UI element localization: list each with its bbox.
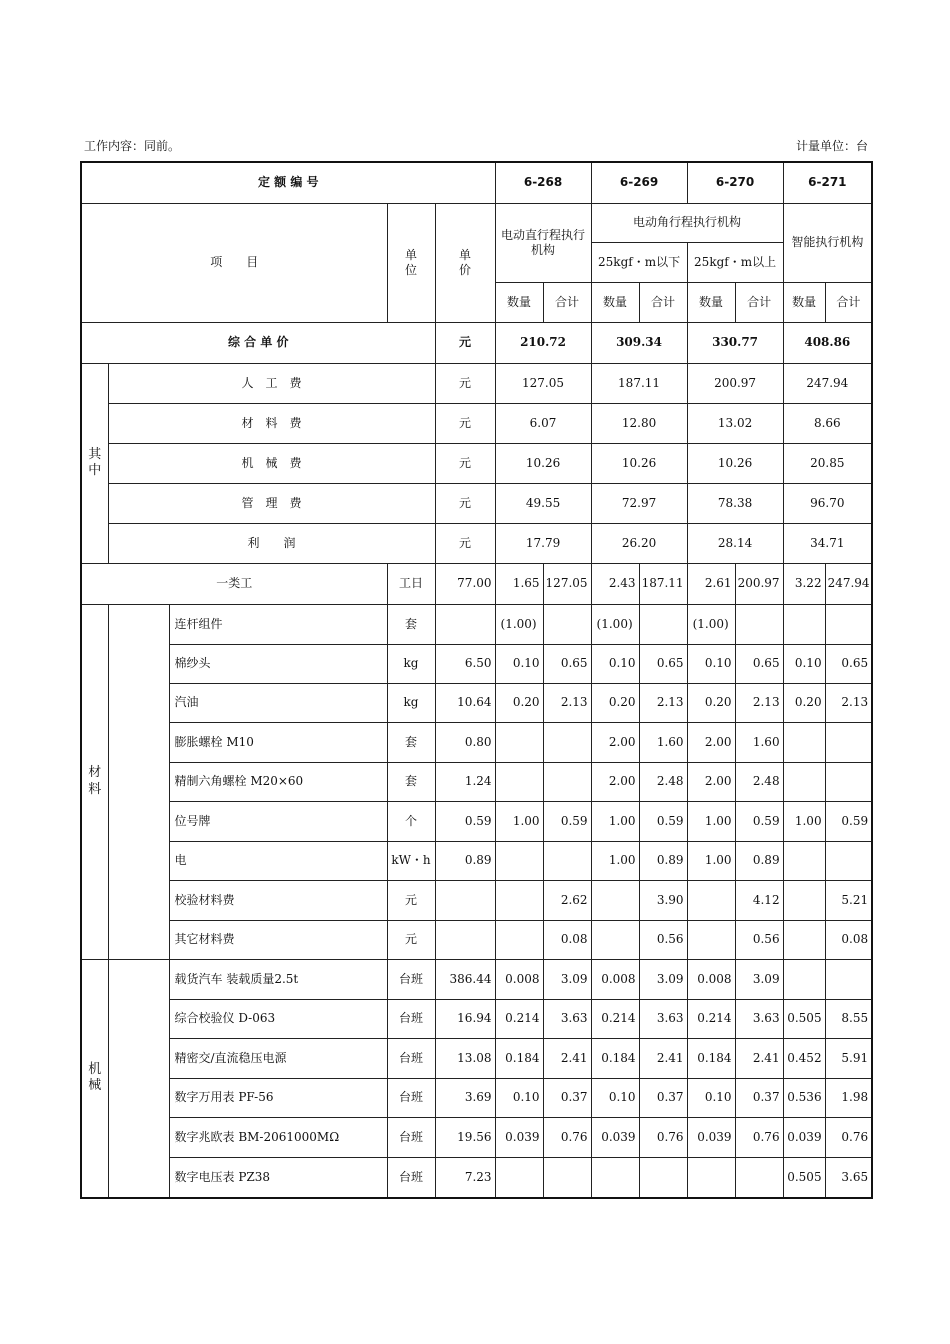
materials-qty: [495, 880, 543, 920]
materials-qty: (1.00): [687, 604, 735, 644]
machinery-qty: 0.536: [783, 1078, 825, 1117]
group-angular-stroke: 电动角行程执行机构: [591, 203, 783, 242]
machinery-total: 0.37: [543, 1078, 591, 1117]
cost-value: 78.38: [687, 483, 783, 523]
materials-price: [435, 604, 495, 644]
cost-value: 8.66: [783, 403, 872, 443]
cost-value: 96.70: [783, 483, 872, 523]
code-6-271: 6-271: [783, 162, 872, 203]
materials-qty: [783, 762, 825, 801]
machinery-qty: [591, 1157, 639, 1198]
materials-row: [81, 880, 872, 920]
cost-label: 管 理 费: [108, 483, 435, 523]
materials-qty: 1.00: [783, 801, 825, 841]
machinery-total: [639, 1157, 687, 1198]
machinery-qty: 0.008: [495, 959, 543, 999]
materials-qty: 0.20: [591, 683, 639, 722]
materials-qty: 2.00: [687, 762, 735, 801]
machinery-qty: 0.214: [495, 999, 543, 1038]
cost-value: 10.26: [591, 443, 687, 483]
materials-qty: 0.10: [687, 644, 735, 683]
machinery-total: 3.09: [543, 959, 591, 999]
materials-qty: 1.00: [591, 841, 639, 880]
machinery-total: 0.37: [735, 1078, 783, 1117]
machinery-unit: 台班: [387, 959, 435, 999]
composite-value: 330.77: [687, 322, 783, 363]
cost-value: 26.20: [591, 523, 687, 563]
machinery-qty: 0.039: [783, 1117, 825, 1157]
machinery-total: 3.63: [639, 999, 687, 1038]
cost-value: 13.02: [687, 403, 783, 443]
materials-price: 1.24: [435, 762, 495, 801]
materials-unit: kg: [387, 683, 435, 722]
materials-qty: [495, 920, 543, 959]
materials-qty: 1.00: [591, 801, 639, 841]
machinery-qty: 0.214: [687, 999, 735, 1038]
materials-qty: 1.00: [495, 801, 543, 841]
materials-qty: 2.00: [591, 762, 639, 801]
machinery-category-label: 机械: [81, 959, 108, 1198]
labor-row: [81, 563, 872, 604]
materials-total: 0.89: [735, 841, 783, 880]
materials-total: 2.62: [543, 880, 591, 920]
total-header: 合计: [825, 282, 872, 322]
materials-total: 0.65: [543, 644, 591, 683]
machinery-total: 3.09: [735, 959, 783, 999]
machinery-total: 2.41: [639, 1038, 687, 1078]
cost-breakdown-row: [81, 523, 872, 563]
machinery-total: 0.76: [735, 1117, 783, 1157]
cost-value: 17.79: [495, 523, 591, 563]
machinery-unit: 台班: [387, 1078, 435, 1117]
materials-qty: 2.00: [591, 722, 639, 762]
cost-label: 利 润: [108, 523, 435, 563]
machinery-qty: 0.008: [591, 959, 639, 999]
machinery-name: 数字万用表 PF-56: [169, 1078, 387, 1117]
machinery-unit: 台班: [387, 1117, 435, 1157]
group-direct-stroke: 电动直行程执行机构: [495, 203, 591, 282]
materials-name: 膨胀螺栓 M10: [169, 722, 387, 762]
cost-breakdown-row: [81, 363, 872, 403]
materials-name: 其它材料费: [169, 920, 387, 959]
cost-value: 10.26: [495, 443, 591, 483]
materials-qty: 0.20: [783, 683, 825, 722]
machinery-qty: 0.039: [687, 1117, 735, 1157]
materials-total: 0.65: [639, 644, 687, 683]
materials-price: 0.89: [435, 841, 495, 880]
labor-unit: 工日: [387, 563, 435, 604]
machinery-row: [81, 1078, 872, 1117]
cost-value: 34.71: [783, 523, 872, 563]
machinery-total: 1.98: [825, 1078, 872, 1117]
cost-value: 187.11: [591, 363, 687, 403]
materials-row: [81, 644, 872, 683]
machinery-name: 载货汽车 装载质量2.5t: [169, 959, 387, 999]
materials-total: [825, 841, 872, 880]
materials-unit: kW・h: [387, 841, 435, 880]
cost-unit: 元: [435, 523, 495, 563]
machinery-total: 2.41: [543, 1038, 591, 1078]
labor-total: 247.94: [825, 563, 872, 604]
cost-unit: 元: [435, 443, 495, 483]
machinery-price: 16.94: [435, 999, 495, 1038]
materials-qty: [495, 762, 543, 801]
labor-price: 77.00: [435, 563, 495, 604]
machinery-total: 0.76: [639, 1117, 687, 1157]
item-label: 项 目: [81, 203, 387, 322]
cost-breakdown-row: [81, 483, 872, 523]
materials-total: 0.56: [639, 920, 687, 959]
machinery-row: [81, 1157, 872, 1198]
materials-total: 2.13: [825, 683, 872, 722]
machinery-qty: 0.452: [783, 1038, 825, 1078]
materials-total: 0.65: [825, 644, 872, 683]
materials-total: 3.90: [639, 880, 687, 920]
materials-qty: 0.20: [495, 683, 543, 722]
materials-qty: [783, 920, 825, 959]
materials-qty: 0.10: [783, 644, 825, 683]
materials-qty: [783, 841, 825, 880]
measurement-unit-note: 计量单位：台: [795, 139, 868, 153]
cost-value: 28.14: [687, 523, 783, 563]
angular-sub-below: 25kgf・m以下: [591, 242, 687, 282]
machinery-name: 数字电压表 PZ38: [169, 1157, 387, 1198]
cost-breakdown-row: [81, 403, 872, 443]
materials-total: 2.13: [735, 683, 783, 722]
materials-qty: 1.00: [687, 801, 735, 841]
cost-label: 材 料 费: [108, 403, 435, 443]
cost-value: 10.26: [687, 443, 783, 483]
qty-header: 数量: [591, 282, 639, 322]
machinery-qty: 0.039: [495, 1117, 543, 1157]
materials-row: [81, 762, 872, 801]
materials-total: [543, 841, 591, 880]
materials-row: [81, 683, 872, 722]
labor-qty: 3.22: [783, 563, 825, 604]
materials-total: 0.59: [735, 801, 783, 841]
labor-qty: 2.61: [687, 563, 735, 604]
composite-unit: 元: [435, 322, 495, 363]
materials-total: 5.21: [825, 880, 872, 920]
labor-total: 187.11: [639, 563, 687, 604]
materials-qty: [495, 722, 543, 762]
materials-total: 0.89: [639, 841, 687, 880]
machinery-name: 数字兆欧表 BM-2061000MΩ: [169, 1117, 387, 1157]
cost-value: 6.07: [495, 403, 591, 443]
materials-row: [81, 801, 872, 841]
materials-total: 0.59: [639, 801, 687, 841]
materials-qty: 0.10: [495, 644, 543, 683]
machinery-row: [81, 1117, 872, 1157]
materials-total: 4.12: [735, 880, 783, 920]
machinery-total: [735, 1157, 783, 1198]
machinery-price: 7.23: [435, 1157, 495, 1198]
materials-category-label: 材料: [81, 604, 108, 959]
materials-qty: 0.20: [687, 683, 735, 722]
materials-qty: [783, 722, 825, 762]
materials-price: 0.80: [435, 722, 495, 762]
materials-unit: 套: [387, 604, 435, 644]
composite-value: 309.34: [591, 322, 687, 363]
qty-header: 数量: [687, 282, 735, 322]
among-label: 其中: [81, 363, 108, 563]
materials-total: 0.08: [825, 920, 872, 959]
materials-price: 6.50: [435, 644, 495, 683]
materials-total: 0.08: [543, 920, 591, 959]
unit-label: 单位: [387, 203, 435, 322]
labor-total: 200.97: [735, 563, 783, 604]
cost-value: 127.05: [495, 363, 591, 403]
materials-spacer-cell: [108, 604, 169, 959]
machinery-total: 5.91: [825, 1038, 872, 1078]
work-content-note: 工作内容：同前。: [84, 139, 181, 153]
materials-name: 汽油: [169, 683, 387, 722]
machinery-total: 0.76: [825, 1117, 872, 1157]
machinery-total: [543, 1157, 591, 1198]
materials-total: [543, 762, 591, 801]
composite-row: [81, 322, 872, 363]
cost-value: 49.55: [495, 483, 591, 523]
materials-unit: 套: [387, 762, 435, 801]
materials-unit: 个: [387, 801, 435, 841]
cost-unit: 元: [435, 483, 495, 523]
cost-value: 12.80: [591, 403, 687, 443]
code-row: [81, 162, 872, 203]
machinery-qty: 0.10: [687, 1078, 735, 1117]
materials-price: [435, 920, 495, 959]
group-smart: 智能执行机构: [783, 203, 872, 282]
machinery-row: [81, 1038, 872, 1078]
machinery-total: 3.63: [543, 999, 591, 1038]
machinery-price: 386.44: [435, 959, 495, 999]
machinery-qty: 0.184: [591, 1038, 639, 1078]
machinery-qty: [783, 959, 825, 999]
materials-total: 0.65: [735, 644, 783, 683]
materials-total: 2.13: [639, 683, 687, 722]
materials-total: 2.13: [543, 683, 591, 722]
machinery-qty: 0.505: [783, 1157, 825, 1198]
materials-qty: [591, 880, 639, 920]
price-label: 单价: [435, 203, 495, 322]
materials-qty: [495, 841, 543, 880]
machinery-total: 0.37: [639, 1078, 687, 1117]
machinery-total: 0.76: [543, 1117, 591, 1157]
materials-qty: [783, 604, 825, 644]
header-row-1: [81, 203, 872, 242]
cost-unit: 元: [435, 363, 495, 403]
materials-total: 2.48: [639, 762, 687, 801]
machinery-total: 3.63: [735, 999, 783, 1038]
cost-value: 72.97: [591, 483, 687, 523]
composite-value: 210.72: [495, 322, 591, 363]
composite-value: 408.86: [783, 322, 872, 363]
total-header: 合计: [543, 282, 591, 322]
materials-total: 0.59: [825, 801, 872, 841]
machinery-total: 8.55: [825, 999, 872, 1038]
machinery-row: [81, 959, 872, 999]
cost-value: 247.94: [783, 363, 872, 403]
materials-total: [825, 762, 872, 801]
machinery-qty: 0.008: [687, 959, 735, 999]
machinery-total: 3.09: [639, 959, 687, 999]
materials-qty: [783, 880, 825, 920]
materials-name: 连杆组件: [169, 604, 387, 644]
machinery-total: 3.65: [825, 1157, 872, 1198]
materials-unit: kg: [387, 644, 435, 683]
materials-name: 校验材料费: [169, 880, 387, 920]
machinery-unit: 台班: [387, 999, 435, 1038]
materials-total: 1.60: [735, 722, 783, 762]
cost-value: 20.85: [783, 443, 872, 483]
materials-name: 精制六角螺栓 M20×60: [169, 762, 387, 801]
machinery-qty: 0.184: [495, 1038, 543, 1078]
cost-unit: 元: [435, 403, 495, 443]
machinery-qty: 0.10: [591, 1078, 639, 1117]
code-6-268: 6-268: [495, 162, 591, 203]
materials-unit: 元: [387, 880, 435, 920]
qty-header: 数量: [495, 282, 543, 322]
machinery-price: 19.56: [435, 1117, 495, 1157]
materials-total: [825, 722, 872, 762]
machinery-spacer-cell: [108, 959, 169, 1198]
machinery-total: 2.41: [735, 1038, 783, 1078]
materials-total: 0.59: [543, 801, 591, 841]
composite-label: 综 合 单 价: [81, 322, 435, 363]
machinery-qty: [687, 1157, 735, 1198]
machinery-price: 13.08: [435, 1038, 495, 1078]
materials-price: 10.64: [435, 683, 495, 722]
materials-row: [81, 604, 872, 644]
total-header: 合计: [639, 282, 687, 322]
machinery-qty: 0.505: [783, 999, 825, 1038]
code-6-269: 6-269: [591, 162, 687, 203]
qty-header: 数量: [783, 282, 825, 322]
materials-qty: (1.00): [495, 604, 543, 644]
materials-qty: 0.10: [591, 644, 639, 683]
materials-total: 2.48: [735, 762, 783, 801]
materials-row: [81, 722, 872, 762]
machinery-name: 综合校验仪 D-063: [169, 999, 387, 1038]
materials-qty: 2.00: [687, 722, 735, 762]
cost-value: 200.97: [687, 363, 783, 403]
machinery-unit: 台班: [387, 1038, 435, 1078]
machinery-qty: 0.184: [687, 1038, 735, 1078]
materials-name: 位号牌: [169, 801, 387, 841]
quota-table: [80, 161, 873, 1199]
labor-qty: 1.65: [495, 563, 543, 604]
materials-row: [81, 920, 872, 959]
cost-label: 机 械 费: [108, 443, 435, 483]
labor-label: 一类工: [81, 563, 387, 604]
code-6-270: 6-270: [687, 162, 783, 203]
materials-total: [825, 604, 872, 644]
materials-row: [81, 841, 872, 880]
materials-unit: 元: [387, 920, 435, 959]
materials-unit: 套: [387, 722, 435, 762]
angular-sub-above: 25kgf・m以上: [687, 242, 783, 282]
cost-label: 人 工 费: [108, 363, 435, 403]
machinery-qty: [495, 1157, 543, 1198]
materials-total: [735, 604, 783, 644]
code-label: 定 额 编 号: [81, 162, 495, 203]
machinery-name: 精密交/直流稳压电源: [169, 1038, 387, 1078]
materials-name: 棉纱头: [169, 644, 387, 683]
cost-breakdown-row: [81, 443, 872, 483]
labor-total: 127.05: [543, 563, 591, 604]
materials-total: [543, 604, 591, 644]
machinery-qty: 0.039: [591, 1117, 639, 1157]
machinery-total: [825, 959, 872, 999]
materials-price: [435, 880, 495, 920]
machinery-qty: 0.214: [591, 999, 639, 1038]
materials-total: 0.56: [735, 920, 783, 959]
materials-total: 1.60: [639, 722, 687, 762]
materials-total: [543, 722, 591, 762]
materials-price: 0.59: [435, 801, 495, 841]
materials-qty: [687, 920, 735, 959]
materials-qty: [591, 920, 639, 959]
machinery-price: 3.69: [435, 1078, 495, 1117]
materials-qty: [687, 880, 735, 920]
materials-name: 电: [169, 841, 387, 880]
machinery-unit: 台班: [387, 1157, 435, 1198]
total-header: 合计: [735, 282, 783, 322]
machinery-row: [81, 999, 872, 1038]
materials-qty: (1.00): [591, 604, 639, 644]
materials-qty: 1.00: [687, 841, 735, 880]
machinery-qty: 0.10: [495, 1078, 543, 1117]
materials-total: [639, 604, 687, 644]
labor-qty: 2.43: [591, 563, 639, 604]
